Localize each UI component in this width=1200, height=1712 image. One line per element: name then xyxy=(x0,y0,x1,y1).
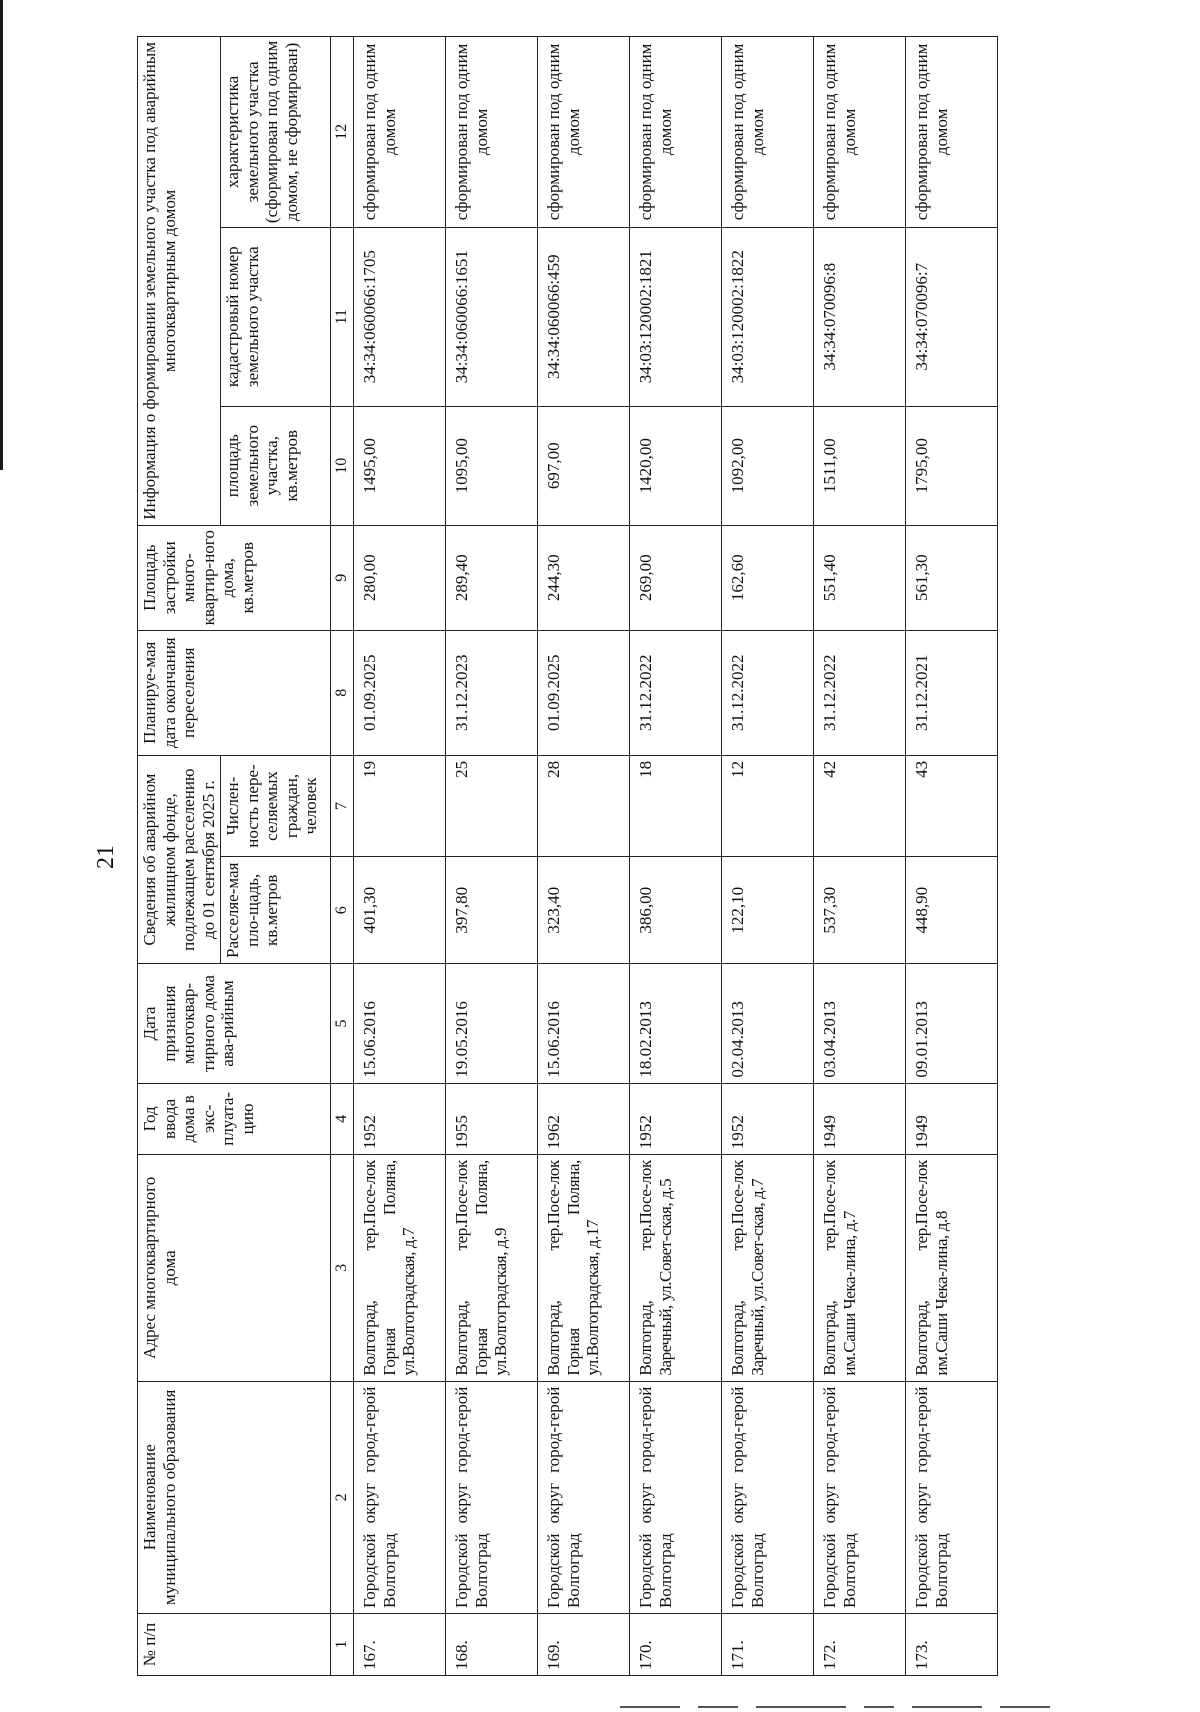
header-building-area: Площадь застройки много-квартир-ного дома, кв.метров xyxy=(138,525,331,630)
scan-bottom-marks xyxy=(620,1706,1180,1708)
resettled-area-cell: 448,90 xyxy=(906,857,998,964)
land-area-cell: 1511,00 xyxy=(814,406,906,525)
municipality-cell: Городской округ город-герой Волгоград xyxy=(446,1381,538,1613)
rotated-table-container xyxy=(137,36,1147,1676)
resettled-people-cell: 43 xyxy=(906,755,998,856)
building-area-cell: 561,30 xyxy=(906,525,998,630)
row-number: 173. xyxy=(906,1614,998,1676)
building-area-cell: 269,00 xyxy=(630,525,722,630)
planned-date-cell: 31.12.2022 xyxy=(630,630,722,755)
cadastral-cell: 34:34:060066:1651 xyxy=(446,227,538,406)
header-municipality: Наименование муниципального образования xyxy=(138,1381,331,1613)
header-year: Год ввода дома в экс-плуата-цию xyxy=(138,1083,331,1155)
resettled-people-cell: 28 xyxy=(538,755,630,856)
row-number: 168. xyxy=(446,1614,538,1676)
page-number: 21 xyxy=(92,845,119,869)
header-planned-date: Планируе-мая дата окончания переселения xyxy=(138,630,331,755)
resettled-area-cell: 386,00 xyxy=(630,857,722,964)
address-cell: Волгоград, тер.Посе-лок Горная Поляна, ул.Волгоградская, д.17 xyxy=(538,1155,630,1381)
resettled-area-cell: 537,30 xyxy=(814,857,906,964)
column-number: 3 xyxy=(331,1155,354,1381)
planned-date-cell: 01.09.2025 xyxy=(538,630,630,755)
resettled-area-cell: 397,80 xyxy=(446,857,538,964)
header-cadastral: кадастровый номер земельного участка xyxy=(221,227,331,406)
municipality-cell: Городской округ город-герой Волгоград xyxy=(354,1381,446,1613)
planned-date-cell: 01.09.2025 xyxy=(354,630,446,755)
cadastral-cell: 34:34:060066:459 xyxy=(538,227,630,406)
address-cell: Волгоград, тер.Посе-лок Горная Поляна, ул.Волгоградская, д.9 xyxy=(446,1155,538,1381)
scan-edge-line xyxy=(0,0,3,470)
resettled-area-cell: 122,10 xyxy=(722,857,814,964)
building-area-cell: 551,40 xyxy=(814,525,906,630)
row-number: 167. xyxy=(354,1614,446,1676)
year-cell: 1962 xyxy=(538,1083,630,1155)
address-cell: Волгоград, тер.Посе-лок Горная Поляна, ул.Волгоградская, д.7 xyxy=(354,1155,446,1381)
recognition-date-cell: 19.05.2016 xyxy=(446,964,538,1083)
municipality-cell: Городской округ город-герой Волгоград xyxy=(538,1381,630,1613)
recognition-date-cell: 15.06.2016 xyxy=(354,964,446,1083)
land-status-cell: сформирован под одним домом xyxy=(354,37,446,228)
land-status-cell: сформирован под одним домом xyxy=(446,37,538,228)
land-status-cell: сформирован под одним домом xyxy=(538,37,630,228)
year-cell: 1949 xyxy=(906,1083,998,1155)
column-number: 2 xyxy=(331,1381,354,1613)
recognition-date-cell: 02.04.2013 xyxy=(722,964,814,1083)
column-number: 7 xyxy=(331,755,354,856)
header-land-group: Информация о формировании земельного участка под аварийным многоквартирным домом xyxy=(138,37,221,526)
column-numbers-row xyxy=(331,37,354,1676)
year-cell: 1949 xyxy=(814,1083,906,1155)
land-status-cell: сформирован под одним домом xyxy=(906,37,998,228)
municipality-cell: Городской округ город-герой Волгоград xyxy=(630,1381,722,1613)
cadastral-cell: 34:03:120002:1822 xyxy=(722,227,814,406)
header-num: № п/п xyxy=(138,1614,331,1676)
land-status-cell: сформирован под одним домом xyxy=(722,37,814,228)
resettled-people-cell: 18 xyxy=(630,755,722,856)
cadastral-cell: 34:34:070096:7 xyxy=(906,227,998,406)
recognition-date-cell: 09.01.2013 xyxy=(906,964,998,1083)
header-address: Адрес многоквартирного дома xyxy=(138,1155,331,1381)
municipality-cell: Городской округ город-герой Волгоград xyxy=(722,1381,814,1613)
land-area-cell: 1795,00 xyxy=(906,406,998,525)
header-land-area: площадь земельного участка, кв.метров xyxy=(221,406,331,525)
table-row xyxy=(814,37,906,1676)
year-cell: 1952 xyxy=(630,1083,722,1155)
header-recognition-date: Дата признания многоквар-тирного дома ава-рийным xyxy=(138,964,331,1083)
row-number: 172. xyxy=(814,1614,906,1676)
resettled-area-cell: 323,40 xyxy=(538,857,630,964)
address-cell: Волгоград, тер.Посе-лок Заречный, ул.Совет-ская, д.7 xyxy=(722,1155,814,1381)
header-land-status: характеристика земельного участка (сформирован под одним домом, не сформирован) xyxy=(221,37,331,228)
land-area-cell: 1092,00 xyxy=(722,406,814,525)
table-row xyxy=(722,37,814,1676)
table-row xyxy=(630,37,722,1676)
building-area-cell: 280,00 xyxy=(354,525,446,630)
table-row xyxy=(446,37,538,1676)
column-number: 1 xyxy=(331,1614,354,1676)
land-status-cell: сформирован под одним домом xyxy=(630,37,722,228)
address-cell: Волгоград, тер.Посе-лок им.Саши Чека-лина, д.8 xyxy=(906,1155,998,1381)
column-number: 5 xyxy=(331,964,354,1083)
building-area-cell: 289,40 xyxy=(446,525,538,630)
table-row xyxy=(354,37,446,1676)
recognition-date-cell: 15.06.2016 xyxy=(538,964,630,1083)
table-row xyxy=(538,37,630,1676)
row-number: 171. xyxy=(722,1614,814,1676)
address-cell: Волгоград, тер.Посе-лок Заречный, ул.Совет-ская, д.5 xyxy=(630,1155,722,1381)
cadastral-cell: 34:03:120002:1821 xyxy=(630,227,722,406)
planned-date-cell: 31.12.2022 xyxy=(814,630,906,755)
column-number: 8 xyxy=(331,630,354,755)
column-number: 9 xyxy=(331,525,354,630)
year-cell: 1952 xyxy=(722,1083,814,1155)
emergency-housing-table xyxy=(137,36,998,1676)
column-number: 10 xyxy=(331,406,354,525)
column-number: 4 xyxy=(331,1083,354,1155)
land-status-cell: сформирован под одним домом xyxy=(814,37,906,228)
planned-date-cell: 31.12.2022 xyxy=(722,630,814,755)
building-area-cell: 162,60 xyxy=(722,525,814,630)
planned-date-cell: 31.12.2023 xyxy=(446,630,538,755)
recognition-date-cell: 18.02.2013 xyxy=(630,964,722,1083)
planned-date-cell: 31.12.2021 xyxy=(906,630,998,755)
resettled-people-cell: 42 xyxy=(814,755,906,856)
resettled-people-cell: 19 xyxy=(354,755,446,856)
year-cell: 1952 xyxy=(354,1083,446,1155)
address-cell: Волгоград, тер.Посе-лок им.Саши Чека-лина, д.7 xyxy=(814,1155,906,1381)
resettled-people-cell: 12 xyxy=(722,755,814,856)
municipality-cell: Городской округ город-герой Волгоград xyxy=(814,1381,906,1613)
land-area-cell: 1095,00 xyxy=(446,406,538,525)
column-number: 12 xyxy=(331,37,354,228)
building-area-cell: 244,30 xyxy=(538,525,630,630)
recognition-date-cell: 03.04.2013 xyxy=(814,964,906,1083)
header-resettled-area: Расселяе-мая пло-щадь, кв.метров xyxy=(221,857,331,964)
cadastral-cell: 34:34:060066:1705 xyxy=(354,227,446,406)
municipality-cell: Городской округ город-герой Волгоград xyxy=(906,1381,998,1613)
header-resettled-people: Числен-ность пере-селяемых граждан, человек xyxy=(221,755,331,856)
land-area-cell: 697,00 xyxy=(538,406,630,525)
year-cell: 1955 xyxy=(446,1083,538,1155)
land-area-cell: 1495,00 xyxy=(354,406,446,525)
cadastral-cell: 34:34:070096:8 xyxy=(814,227,906,406)
column-number: 11 xyxy=(331,227,354,406)
resettled-area-cell: 401,30 xyxy=(354,857,446,964)
column-number: 6 xyxy=(331,857,354,964)
resettled-people-cell: 25 xyxy=(446,755,538,856)
land-area-cell: 1420,00 xyxy=(630,406,722,525)
row-number: 169. xyxy=(538,1614,630,1676)
header-emergency-group: Сведения об аварийном жилищном фонде, подлежащем расселению до 01 сентября 2025 г. xyxy=(138,755,221,964)
row-number: 170. xyxy=(630,1614,722,1676)
table-row xyxy=(906,37,998,1676)
